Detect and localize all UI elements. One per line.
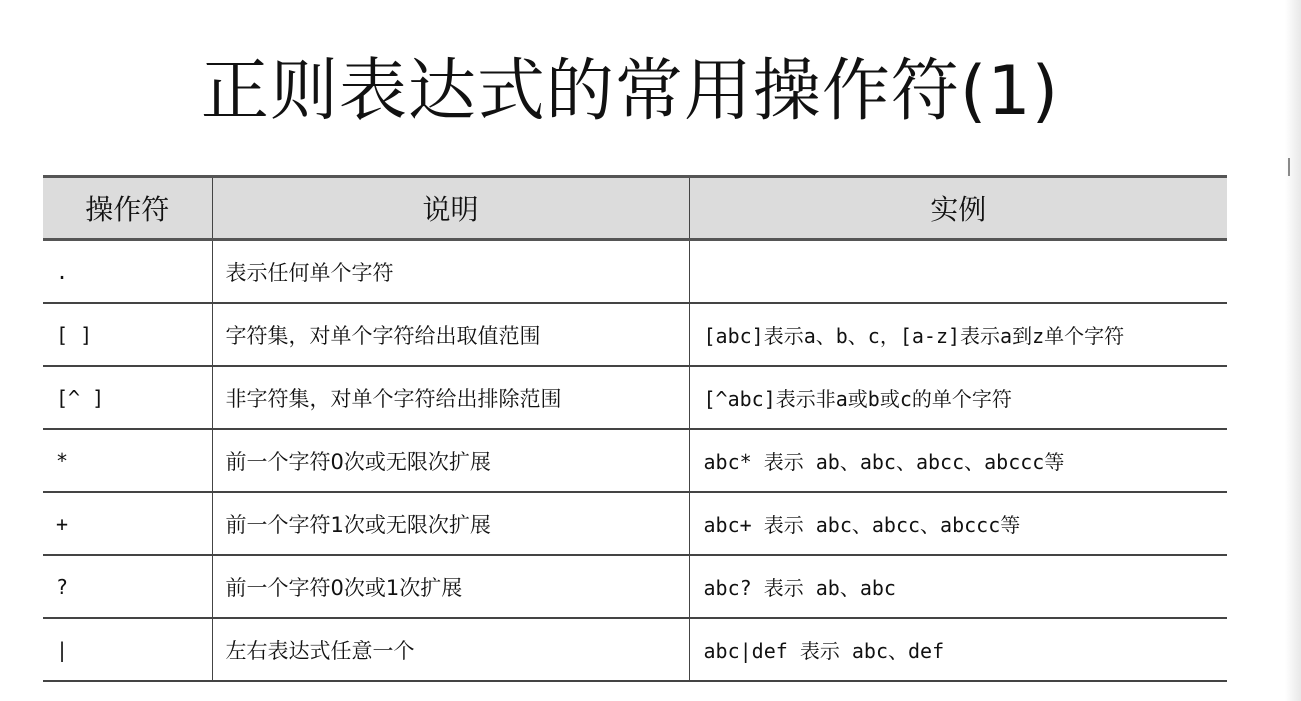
description-cell: 表示任何单个字符 bbox=[212, 240, 689, 304]
header-operator: 操作符 bbox=[43, 177, 212, 240]
example-cell: abc+ 表示 abc、abcc、abccc等 bbox=[689, 492, 1227, 555]
window-edge bbox=[1285, 0, 1301, 701]
description-cell: 前一个字符1次或无限次扩展 bbox=[212, 492, 689, 555]
example-cell: abc|def 表示 abc、def bbox=[689, 618, 1227, 681]
header-example: 实例 bbox=[689, 177, 1227, 240]
table-row bbox=[43, 366, 1227, 429]
table-row bbox=[43, 303, 1227, 366]
description-cell: 非字符集，对单个字符给出排除范围 bbox=[212, 366, 689, 429]
description-cell: 前一个字符0次或无限次扩展 bbox=[212, 429, 689, 492]
operator-cell: ? bbox=[43, 555, 212, 618]
description-cell: 前一个字符0次或1次扩展 bbox=[212, 555, 689, 618]
example-cell: [^abc]表示非a或b或c的单个字符 bbox=[689, 366, 1227, 429]
operators-table bbox=[43, 175, 1227, 682]
operator-cell: + bbox=[43, 492, 212, 555]
example-cell: abc* 表示 ab、abc、abcc、abccc等 bbox=[689, 429, 1227, 492]
slide-title: 正则表达式的常用操作符(1) bbox=[200, 52, 1060, 131]
operator-cell: | bbox=[43, 618, 212, 681]
table-row bbox=[43, 555, 1227, 618]
example-cell: [abc]表示a、b、c，[a-z]表示a到z单个字符 bbox=[689, 303, 1227, 366]
operator-cell: * bbox=[43, 429, 212, 492]
operator-cell: [ ] bbox=[43, 303, 212, 366]
table-row bbox=[43, 429, 1227, 492]
table-row bbox=[43, 618, 1227, 681]
operator-cell: . bbox=[43, 240, 212, 304]
scroll-handle[interactable] bbox=[1288, 158, 1290, 176]
example-cell bbox=[689, 240, 1227, 304]
table-row bbox=[43, 492, 1227, 555]
operator-cell: [^ ] bbox=[43, 366, 212, 429]
description-cell: 字符集，对单个字符给出取值范围 bbox=[212, 303, 689, 366]
table-header-row bbox=[43, 177, 1227, 240]
example-cell: abc? 表示 ab、abc bbox=[689, 555, 1227, 618]
header-description: 说明 bbox=[212, 177, 689, 240]
table-row bbox=[43, 240, 1227, 304]
description-cell: 左右表达式任意一个 bbox=[212, 618, 689, 681]
